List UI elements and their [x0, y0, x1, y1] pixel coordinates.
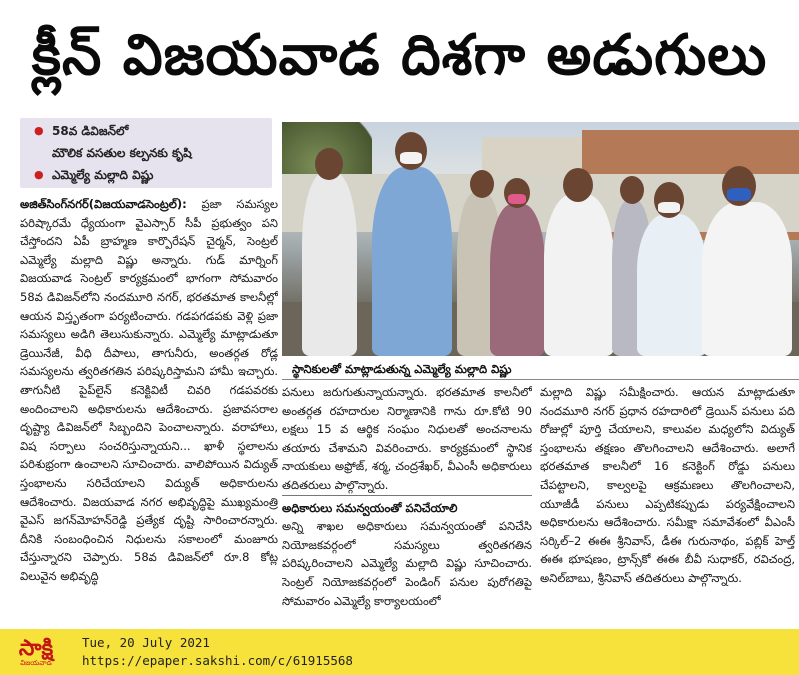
article-column-3 — [540, 383, 795, 627]
article-column-2 — [282, 383, 532, 627]
highlights-box — [20, 118, 272, 188]
footer-bar — [0, 629, 799, 675]
highlight-text: ఎమ్మెల్యే మల్లాది విష్ణు — [52, 168, 154, 182]
news-photo — [282, 122, 799, 356]
person-head — [315, 148, 343, 180]
article-text: అన్ని శాఖల అధికారులు సమన్వయంతో పనిచేసి నియోజకవర్గంలో సమస్యలు త్వరితగతిన పరిష్కరించాలని ఎమ్మెల్యే మల్లాది విష్ణు సూచించారు. సెంట్రల్ నియోజకవర్గంలో పెండింగ్ పనుల పురోగతిపై సోమవారం ఎమ్మెల్యే కార్యాలయంలో — [282, 519, 532, 608]
article-text: ప్రజా సమస్యల పరిష్కారమే ధ్యేయంగా వైఎస్సార్ సీపీ ప్రభుత్వం పని చేస్తోందని ఏపీ బ్రాహ్మణ కార్పొరేషన్ చైర్మన్, సెంట్రల్ ఎమ్మెల్యే మల్లాది విష్ణు అన్నారు. గుడ్ మార్నింగ్ విజయవాడ సెంట్రల్ కార్యక్రమంలో భాగంగా సోమవారం 58వ డివిజన్‌లోని నందమూరి నగర్, భరతమాత కాలనీల్లో ఆయన విస్తృతంగా పర్యటించారు. గడపగడపకు వెళ్లి ప్రజా సమస్యలు అడిగి తెలుసుకున్నారు. ఎమ్మెల్యే మాట్లాడుతూ డ్రెయినేజీ, వీధి దీపాలు, తాగునీరు, అంతర్గత రోడ్ల సమస్యలను త్వరితగతిన పరిష్కరిస్తామని హామీ ఇచ్చారు. తాగునీటి పైప్‌లైన్ కనెక్టివిటీ చివరి గడపవరకు అందించాలని అధికారులను ఆదేశించారు. ప్రజావసరాల దృష్ట్యా డివిజన్‌లో సిబ్బందిని పెంచాలన్నారు. వరాహాలు, విష సర్పాలు సంచరిస్తున్నాయని... ఖాళీ స్థలాలను పరిశుభ్రంగా ఉంచాలని సూచించారు. వాలిపోయిన విద్యుత్ స్తంభాలను సరిచేయాలని విద్యుత్ అధికారులను ఆదేశించారు. విజయవాడ నగర అభివృద్ధిపై ముఖ్యమంత్రి వైఎస్ జగన్‌మోహన్‌రెడ్డి ప్రత్యేక దృష్టి సారించారన్నారు. దీనికి సంబంధించిన నిధులను సకాలంలో మంజూరు చేస్తున్నారని చెప్పారు. 58వ డివిజన్‌లో రూ.8 కోట్ల విలువైన అభివృద్ధి — [20, 197, 278, 583]
edition-date: Tue, 20 July 2021 — [82, 635, 210, 650]
highlight-item-continued — [28, 142, 272, 164]
highlight-item — [28, 164, 272, 186]
dateline: అజిత్‌సింగ్‌నగర్(విజయవాడసెంట్రల్): — [20, 197, 187, 211]
person-figure — [544, 194, 614, 356]
article-text: పనులు జరుగుతున్నాయన్నారు. భరతమాత కాలనీలో అంతర్గత రహదారుల నిర్మాణానికి గాను రూ.కోటి 90 లక్షలు 15 వ ఆర్థిక సంఘం నిధులతో అంచనాలను తయారు చేశామని వివరించారు. కార్యక్రమంలో స్థానిక నాయకులు అఫ్రోజ్, శర్మ, చంద్రశేఖర్, వీఎంసీ అధికారులు తదితరులు పాల్గొన్నారు. — [282, 385, 532, 492]
person-head — [563, 168, 593, 202]
person-figure — [302, 172, 357, 356]
person-head — [470, 170, 494, 198]
person-figure — [702, 202, 792, 356]
article-column-1 — [20, 195, 278, 627]
epaper-link[interactable]: https://epaper.sakshi.com/c/61915568 — [82, 653, 353, 668]
bullet-icon: ● — [34, 124, 44, 137]
person-head — [620, 176, 644, 204]
headline: క్లీన్ విజయవాడ దిశగా అడుగులు — [31, 23, 768, 88]
sakshi-logo: సాక్షి — [18, 635, 54, 661]
article-text: మల్లాది విష్ణు సమీక్షించారు. ఆయన మాట్లాడుతూ నందమూరి నగర్ ప్రధాన రహదారిలో డ్రెయిన్ పనులు పది రోజుల్లో పూర్తి చేయాలని, కాలువల మధ్యలోని విద్యుత్ స్తంభాలను తక్షణం తొలగించాలని ఆదేశించారు. అలాగే భరతమాత కాలనీలో 16 కనెక్టింగ్ రోడ్డు పనులు చేపట్టాలని, కాల్వలపై ఆక్రమణలు తొలగించాలని, యూజీడీ పనులు ఎప్పటికప్పుడు పర్యవేక్షించాలని అధికారులను ఆదేశించారు. సమీక్షా సమావేశంలో వీఎంసీ సర్కిల్–2 ఈఈ శ్రీనివాస్, డీఈ గురునాథం, పబ్లిక్ హెల్త్ ఈఈ భూషణం, ట్రాన్స్‌కో ఈఈ బీవీ సుధాకర్, రవిచంద్ర, అనిల్‌బాబు, శ్రీనివాస్ తదితరులు పాల్గొన్నారు. — [540, 385, 795, 585]
person-head — [395, 132, 427, 170]
person-figure — [490, 204, 545, 356]
highlight-item — [28, 120, 272, 142]
photo-caption: స్థానికులతో మాట్లాడుతున్న ఎమ్మెల్యే మల్లాది విష్ణు — [282, 358, 799, 380]
highlight-text: మౌలిక వసతుల కల్పనకు కృషి — [52, 146, 192, 160]
mask-shape — [658, 202, 680, 213]
mask-shape — [400, 152, 422, 164]
mask-shape — [508, 194, 526, 204]
logo-subtitle: విజయవాడ — [20, 659, 52, 667]
highlight-text: 58వ డివిజన్‌లో — [52, 124, 129, 138]
person-figure — [372, 167, 452, 356]
article-subheading: అధికారులు సమన్వయంతో పనిచేయాలి — [282, 495, 532, 518]
mask-shape — [727, 188, 751, 201]
person-figure — [637, 214, 707, 356]
bullet-icon: ● — [34, 168, 44, 181]
